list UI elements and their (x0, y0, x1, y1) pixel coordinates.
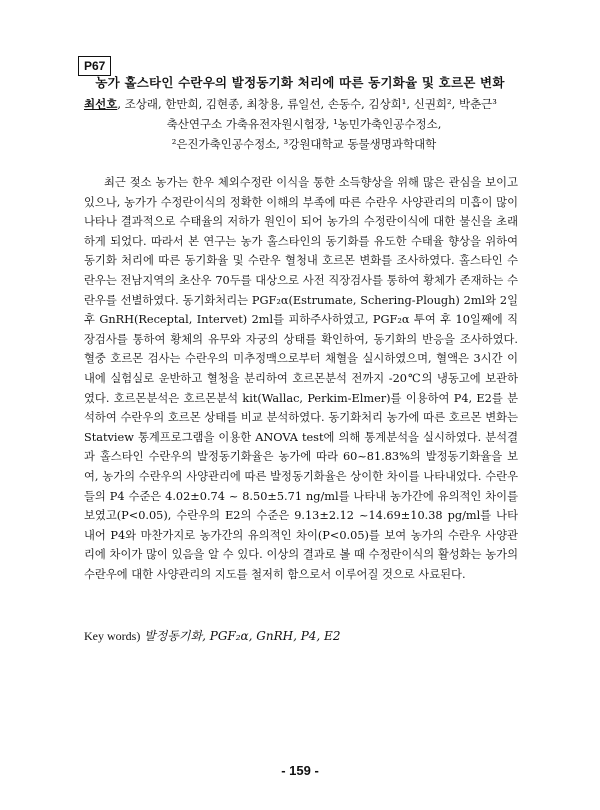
affiliation-line-2: ²은진가축인공수정소, ³강원대학교 동물생명과학대학 (171, 137, 437, 151)
author-line (84, 94, 524, 114)
keywords-terms: 발정동기화, PGF₂α, GnRH, P4, E2 (144, 629, 341, 643)
page-number: - 159 - (281, 763, 319, 778)
poster-code: P67 (78, 56, 111, 76)
keywords-label: Key words) (84, 629, 141, 643)
abstract-text: 최근 젖소 농가는 한우 체외수정란 이식을 통한 소득향상을 위해 많은 관심을 보이고 있으나, 농가가 수정란이식의 정확한 이해의 부족에 따른 수란우 사양관리의 미흡이 많이 나타나 결과적으로 수태율의 저하가 원인이 되어 농가의 수정란이식에 대한 불신을 초래하게 되었다. 따라서 본 연구는 농가 홀스타인의 동기화를 유도한 수태율 향상을 위하여 동기화 처리에 따른 동기화율 및 수란우 혈청내 호르몬 변화를 조사하였다. 홀스타인 수란우는 전남지역의 초산우 70두를 대상으로 사전 직장검사를 통하여 황체가 존재하는 수란우를 선별하였다. 동기화처리는 PGF₂α(Estrumate, Schering-Plough) 2ml와 2일 후 GnRH(Receptal, Intervet) 2ml를 피하주사하였고, PGF₂α 투여 후 10일째에 직장검사를 통하여 황체의 유무와 자궁의 상태를 확인하여, 동기화의 반응을 조사하였다. 혈중 호르몬 검사는 수란우의 미추정맥으로부터 채혈을 실시하였으며, 혈액은 3시간 이내에 실험실로 운반하고 혈청을 분리하여 호르몬분석 전까지 -20℃의 냉동고에 보관하였다. 호르몬분석은 호르몬분석 kit(Wallac, Perkim-Elmer)를 이용하여 P4, E2를 분석하여 수란우의 호르몬 상태를 비교 분석하였다. 동기화처리 농가에 따른 호르몬 변화는 Statview 통계프로그램을 이용한 ANOVA test에 의해 통계분석을 실시하였다. 분석결과 홀스타인 수란우의 발정동기화율은 농가에 따라 60~81.83%의 발정동기화율을 보여, 농가의 수란우의 사양관리에 따른 발정동기화율은 상이한 차이를 나타내었다. 수란우들의 P4 수준은 4.02±0.74 ~ 8.50±5.71 ng/ml를 나타내 농가간에 유의적인 차이를 보였고(P<0.05), 수란우의 E2의 수준은 9.13±2.12 ~14.69±10.38 pg/ml를 나타내어 P4와 마찬가지로 농가간의 유의적인 차이(P<0.05)를 보여 농가의 수란우 사양관리에 차이가 많이 있음을 알 수 있다. 이상의 결과로 볼 때 수정란이식의 활성화는 농가의 수란우에 대한 사양관리의 지도를 철저히 함으로서 이루어질 것으로 사료된다. (84, 176, 518, 581)
paper-title: 농가 홀스타인 수란우의 발정동기화 처리에 따른 동기화율 및 호르몬 변화 (95, 75, 505, 90)
affiliation-line-1: 축산연구소 가축유전자원시험장, ¹농민가축인공수정소, (166, 117, 442, 131)
author-block (84, 94, 524, 154)
first-author: 최선호 (84, 97, 118, 111)
keywords (84, 627, 340, 644)
co-authors: , 조상래, 한만희, 김현종, 최창용, 류일선, 손동수, 김상희¹, 신권희², 박춘근³ (117, 97, 497, 111)
